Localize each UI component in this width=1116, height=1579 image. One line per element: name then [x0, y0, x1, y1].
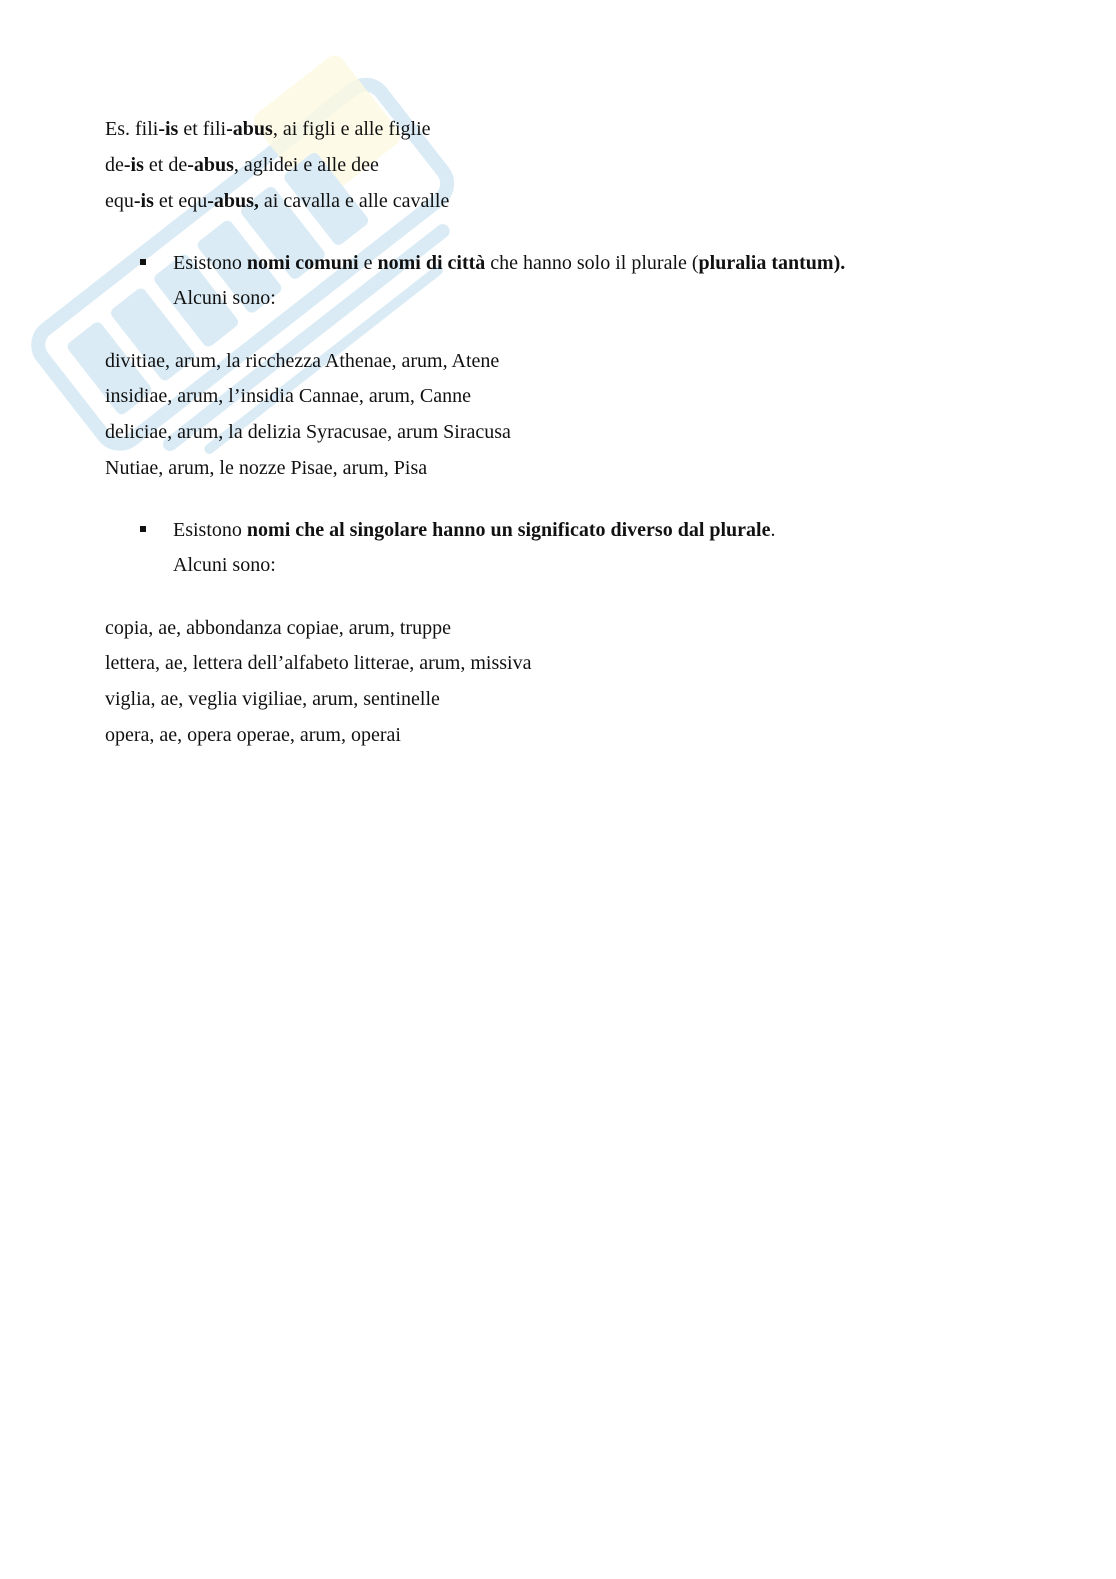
text-segment: et equ	[153, 190, 208, 212]
list-item: Nutiae, arum, le nozze Pisae, arum, Pisa	[105, 457, 428, 479]
text-segment: equ	[105, 190, 134, 212]
example-line-3	[105, 189, 449, 213]
text-segment: Esistono	[173, 519, 247, 541]
text-segment: che hanno solo il plurale (	[485, 252, 699, 274]
bold-text-segment: pluralia tantum).	[698, 252, 846, 274]
bullet-2-text	[173, 518, 776, 542]
text-segment: de	[105, 154, 124, 176]
text-segment: Esistono	[173, 252, 247, 274]
text-segment: ai cavalla e alle cavalle	[258, 190, 450, 212]
example-line-1	[105, 117, 431, 141]
bold-text-segment: nomi comuni	[246, 252, 359, 274]
bullet-1-subtext: Alcuni sono:	[173, 287, 276, 309]
text-segment: , aglidei e alle dee	[233, 154, 379, 176]
list-item: divitiae, arum, la ricchezza Athenae, arum, Atene	[105, 350, 500, 372]
bold-text-segment: -is	[133, 190, 154, 212]
text-segment: e	[358, 252, 378, 274]
text-segment: , ai figli e alle figlie	[272, 118, 431, 140]
list-item: viglia, ae, veglia vigiliae, arum, sentinelle	[105, 688, 440, 710]
example-line-2	[105, 153, 379, 177]
list-item: opera, ae, opera operae, arum, operai	[105, 724, 401, 746]
bold-text-segment: nomi di città	[377, 252, 486, 274]
watermark-logo	[20, 40, 490, 520]
list-item: lettera, ae, lettera dell’alfabeto litterae, arum, missiva	[105, 652, 532, 674]
text-segment: et de	[143, 154, 188, 176]
bold-text-segment: -is	[158, 118, 179, 140]
bold-text-segment: -abus	[187, 154, 234, 176]
list-item: deliciae, arum, la delizia Syracusae, arum Siracusa	[105, 421, 511, 443]
bold-text-segment: -abus,	[207, 190, 259, 212]
text-segment: Es. fili	[105, 118, 159, 140]
bullet-2-subtext: Alcuni sono:	[173, 554, 276, 576]
list-item: insidiae, arum, l’insidia Cannae, arum, Canne	[105, 385, 472, 407]
bold-text-segment: -abus	[226, 118, 273, 140]
list-item: copia, ae, abbondanza copiae, arum, truppe	[105, 617, 451, 639]
bullet-square-icon	[140, 526, 146, 532]
bold-text-segment: -is	[123, 154, 144, 176]
bullet-1-text	[173, 251, 845, 275]
text-segment: .	[770, 519, 776, 541]
text-segment: et fili	[178, 118, 227, 140]
bold-text-segment: nomi che al singolare hanno un significato diverso dal plurale	[246, 519, 771, 541]
bullet-square-icon	[140, 259, 146, 265]
